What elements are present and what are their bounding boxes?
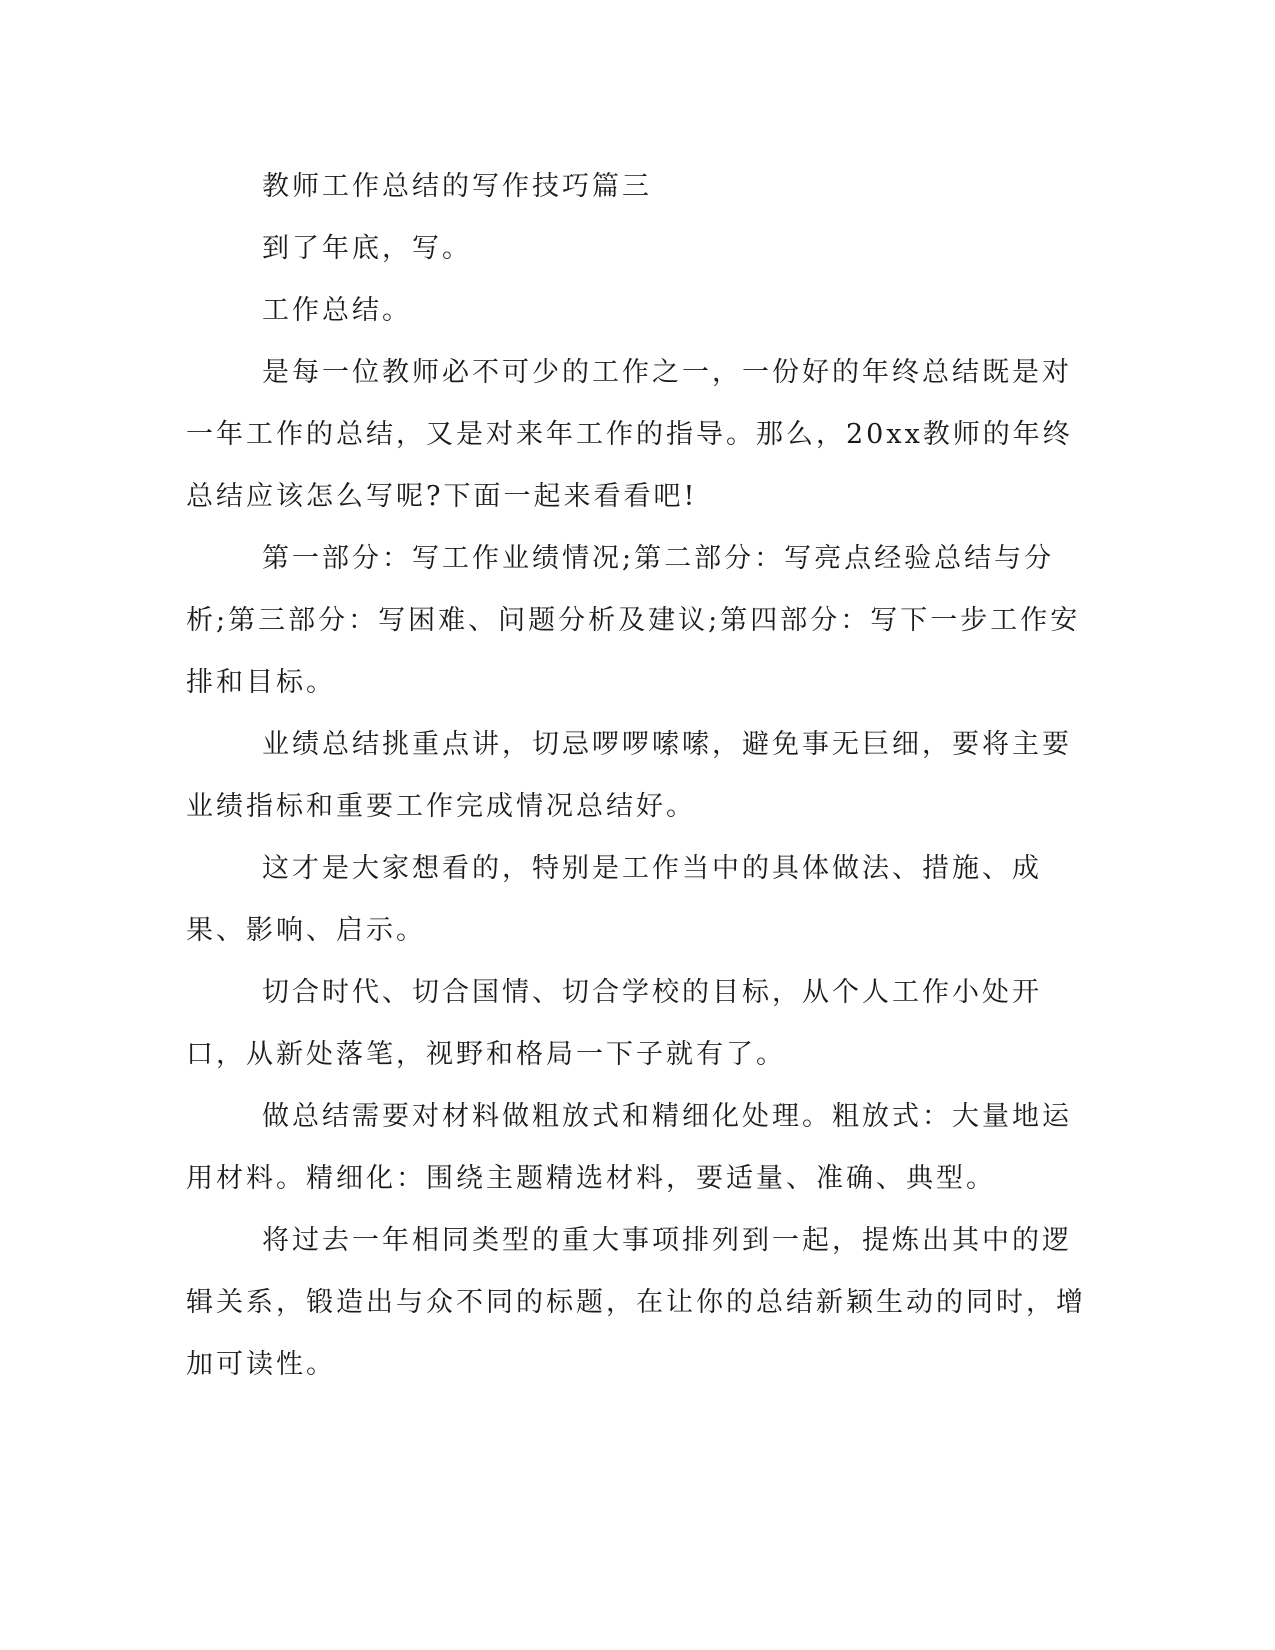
paragraph-6: 这才是大家想看的，特别是工作当中的具体做法、措施、成果、影响、启示。 [186, 853, 1042, 946]
paragraph-7: 切合时代、切合国情、切合学校的目标，从个人工作小处开口，从新处落笔，视野和格局一下子就有了。 [186, 977, 1042, 1070]
paragraph-4: 第一部分：写工作业绩情况;第二部分：写亮点经验总结与分析;第三部分：写困难、问题分析及建议;第四部分：写下一步工作安排和目标。 [186, 543, 1081, 698]
document-title: 教师工作总结的写作技巧篇三 [262, 171, 652, 202]
paragraph-1: 到了年底，写。 [262, 233, 472, 264]
paragraph-8: 做总结需要对材料做粗放式和精细化处理。粗放式：大量地运用材料。精细化：围绕主题精选材料，要适量、准确、典型。 [186, 1101, 1072, 1194]
paragraph-5: 业绩总结挑重点讲，切忌啰啰嗦嗦，避免事无巨细，要将主要业绩指标和重要工作完成情况总结好。 [186, 729, 1072, 822]
document-body [186, 156, 1086, 1396]
paragraph-3: 是每一位教师必不可少的工作之一，一份好的年终总结既是对一年工作的总结，又是对来年工作的指导。那么，20xx教师的年终总结应该怎么写呢?下面一起来看看吧! [186, 357, 1073, 512]
paragraph-9: 将过去一年相同类型的重大事项排列到一起，提炼出其中的逻辑关系，锻造出与众不同的标题，在让你的总结新颖生动的同时，增加可读性。 [186, 1225, 1086, 1380]
paragraph-2: 工作总结。 [262, 295, 412, 326]
